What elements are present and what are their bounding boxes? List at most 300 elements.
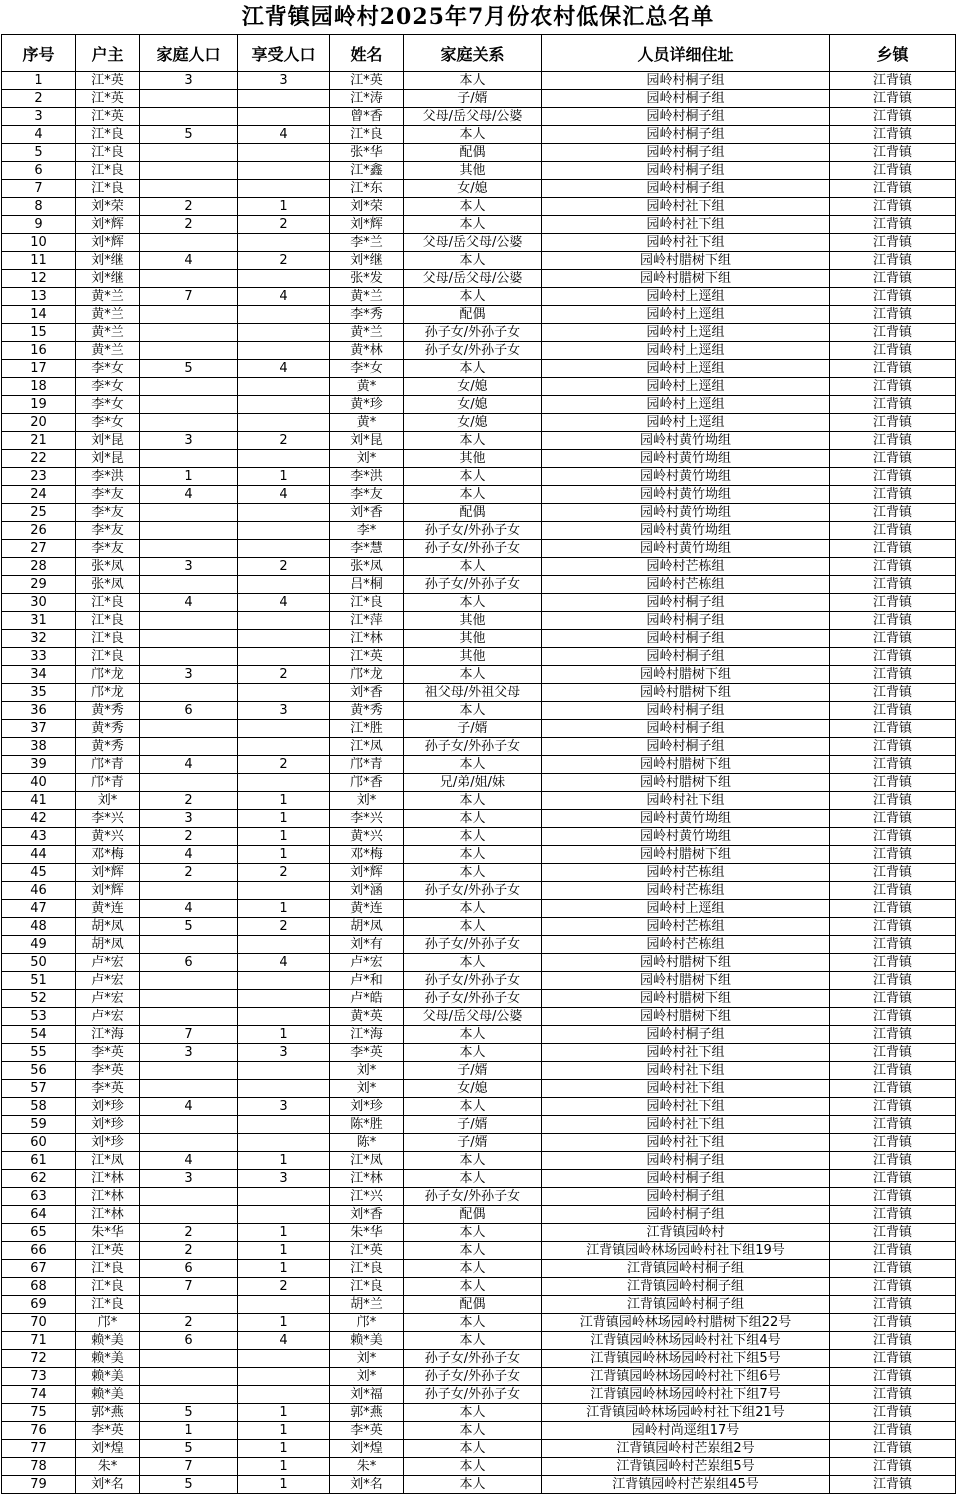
cell-family-size — [140, 882, 238, 900]
cell-index: 45 — [2, 864, 76, 882]
cell-town: 江背镇 — [830, 1386, 956, 1404]
cell-index: 71 — [2, 1332, 76, 1350]
cell-family-size: 3 — [140, 666, 238, 684]
cell-family-size: 2 — [140, 828, 238, 846]
cell-index: 66 — [2, 1242, 76, 1260]
cell-household-head: 黄*兰 — [76, 306, 140, 324]
cell-relationship: 孙子女/外孙子女 — [404, 576, 542, 594]
cell-name: 曾*香 — [330, 108, 404, 126]
cell-relationship: 其他 — [404, 162, 542, 180]
cell-town: 江背镇 — [830, 1314, 956, 1332]
cell-town: 江背镇 — [830, 594, 956, 612]
cell-relationship: 本人 — [404, 486, 542, 504]
cell-name: 卢*和 — [330, 972, 404, 990]
cell-beneficiaries: 2 — [238, 864, 330, 882]
cell-index: 9 — [2, 216, 76, 234]
cell-address: 园岭村腊树下组 — [542, 756, 830, 774]
cell-household-head: 张*凤 — [76, 576, 140, 594]
cell-household-head: 江*林 — [76, 1170, 140, 1188]
cell-family-size — [140, 522, 238, 540]
cell-family-size — [140, 1368, 238, 1386]
cell-household-head: 刘*名 — [76, 1476, 140, 1494]
cell-index: 51 — [2, 972, 76, 990]
cell-address: 园岭村桐子组 — [542, 1188, 830, 1206]
cell-address: 园岭村社下组 — [542, 1062, 830, 1080]
cell-index: 20 — [2, 414, 76, 432]
cell-family-size — [140, 450, 238, 468]
cell-household-head: 黄*兴 — [76, 828, 140, 846]
cell-address: 园岭村社下组 — [542, 1134, 830, 1152]
cell-address: 园岭村上逕组 — [542, 360, 830, 378]
cell-address: 园岭村桐子组 — [542, 1152, 830, 1170]
cell-town: 江背镇 — [830, 1476, 956, 1494]
cell-relationship: 配偶 — [404, 144, 542, 162]
cell-household-head: 李*英 — [76, 1422, 140, 1440]
cell-beneficiaries — [238, 612, 330, 630]
cell-beneficiaries: 2 — [238, 1278, 330, 1296]
table-row — [2, 1044, 956, 1062]
cell-relationship: 本人 — [404, 792, 542, 810]
cell-address: 园岭村腊树下组 — [542, 954, 830, 972]
cell-name: 胡*兰 — [330, 1296, 404, 1314]
cell-town: 江背镇 — [830, 378, 956, 396]
cell-beneficiaries — [238, 234, 330, 252]
cell-beneficiaries — [238, 414, 330, 432]
cell-address: 江背镇园岭村桐子组 — [542, 1296, 830, 1314]
cell-relationship: 父母/岳父母/公婆 — [404, 234, 542, 252]
cell-relationship: 本人 — [404, 1260, 542, 1278]
cell-relationship: 本人 — [404, 1458, 542, 1476]
cell-index: 61 — [2, 1152, 76, 1170]
cell-household-head: 卢*宏 — [76, 990, 140, 1008]
cell-family-size — [140, 180, 238, 198]
cell-address: 园岭村黄竹坳组 — [542, 450, 830, 468]
cell-family-size — [140, 234, 238, 252]
cell-name: 张*凤 — [330, 558, 404, 576]
cell-family-size: 5 — [140, 918, 238, 936]
cell-family-size: 4 — [140, 1098, 238, 1116]
cell-family-size: 7 — [140, 288, 238, 306]
cell-name: 吕*桐 — [330, 576, 404, 594]
cell-household-head: 刘*继 — [76, 270, 140, 288]
cell-beneficiaries: 1 — [238, 198, 330, 216]
table-row — [2, 342, 956, 360]
cell-beneficiaries — [238, 720, 330, 738]
cell-household-head: 朱* — [76, 1458, 140, 1476]
cell-address: 园岭村上逕组 — [542, 414, 830, 432]
cell-family-size — [140, 324, 238, 342]
cell-index: 72 — [2, 1350, 76, 1368]
cell-address: 园岭村社下组 — [542, 1044, 830, 1062]
cell-index: 33 — [2, 648, 76, 666]
cell-town: 江背镇 — [830, 1224, 956, 1242]
cell-name: 邝*青 — [330, 756, 404, 774]
cell-name: 刘*辉 — [330, 864, 404, 882]
cell-relationship: 其他 — [404, 450, 542, 468]
cell-town: 江背镇 — [830, 846, 956, 864]
cell-household-head: 赖*美 — [76, 1386, 140, 1404]
cell-name: 江*东 — [330, 180, 404, 198]
cell-household-head: 黄*连 — [76, 900, 140, 918]
cell-address: 园岭村桐子组 — [542, 594, 830, 612]
table-row — [2, 1368, 956, 1386]
table-row — [2, 1098, 956, 1116]
cell-relationship: 本人 — [404, 1440, 542, 1458]
table-row — [2, 972, 956, 990]
cell-index: 78 — [2, 1458, 76, 1476]
cell-index: 18 — [2, 378, 76, 396]
cell-name: 刘* — [330, 1062, 404, 1080]
cell-beneficiaries — [238, 774, 330, 792]
cell-beneficiaries — [238, 144, 330, 162]
cell-name: 江*良 — [330, 1278, 404, 1296]
cell-household-head: 黄*兰 — [76, 288, 140, 306]
cell-beneficiaries — [238, 1062, 330, 1080]
cell-address: 园岭村腊树下组 — [542, 774, 830, 792]
table-row — [2, 324, 956, 342]
cell-family-size: 2 — [140, 1314, 238, 1332]
cell-relationship: 本人 — [404, 864, 542, 882]
table-row — [2, 612, 956, 630]
cell-address: 园岭村桐子组 — [542, 612, 830, 630]
cell-name: 邝*香 — [330, 774, 404, 792]
cell-household-head: 江*良 — [76, 1278, 140, 1296]
cell-relationship: 本人 — [404, 216, 542, 234]
table-row — [2, 990, 956, 1008]
cell-family-size: 4 — [140, 594, 238, 612]
table-row — [2, 270, 956, 288]
cell-index: 74 — [2, 1386, 76, 1404]
cell-name: 刘*福 — [330, 1386, 404, 1404]
cell-name: 江*良 — [330, 1260, 404, 1278]
cell-name: 江*良 — [330, 126, 404, 144]
table-row — [2, 1476, 956, 1494]
cell-household-head: 李*女 — [76, 414, 140, 432]
cell-household-head: 刘*辉 — [76, 864, 140, 882]
table-row — [2, 1062, 956, 1080]
cell-family-size: 2 — [140, 198, 238, 216]
cell-household-head: 刘*辉 — [76, 216, 140, 234]
table-row — [2, 846, 956, 864]
cell-household-head: 黄*秀 — [76, 702, 140, 720]
cell-address: 江背镇园岭村桐子组 — [542, 1260, 830, 1278]
table-row — [2, 666, 956, 684]
cell-name: 江*英 — [330, 72, 404, 90]
cell-index: 17 — [2, 360, 76, 378]
cell-index: 41 — [2, 792, 76, 810]
table-row — [2, 882, 956, 900]
cell-town: 江背镇 — [830, 558, 956, 576]
cell-index: 16 — [2, 342, 76, 360]
cell-town: 江背镇 — [830, 576, 956, 594]
cell-family-size: 2 — [140, 792, 238, 810]
table-row — [2, 684, 956, 702]
cell-index: 26 — [2, 522, 76, 540]
cell-household-head: 邝*龙 — [76, 666, 140, 684]
cell-household-head: 刘*辉 — [76, 882, 140, 900]
header-beneficiaries: 享受人口 — [238, 35, 330, 72]
header-address: 人员详细住址 — [542, 35, 830, 72]
table-row — [2, 648, 956, 666]
cell-address: 园岭村上逕组 — [542, 342, 830, 360]
cell-relationship: 本人 — [404, 468, 542, 486]
cell-town: 江背镇 — [830, 1206, 956, 1224]
cell-name: 李*秀 — [330, 306, 404, 324]
cell-relationship: 孙子女/外孙子女 — [404, 1350, 542, 1368]
cell-beneficiaries — [238, 1116, 330, 1134]
cell-town: 江背镇 — [830, 666, 956, 684]
cell-town: 江背镇 — [830, 450, 956, 468]
cell-town: 江背镇 — [830, 342, 956, 360]
cell-beneficiaries: 1 — [238, 1458, 330, 1476]
cell-family-size: 3 — [140, 558, 238, 576]
cell-household-head: 刘*辉 — [76, 234, 140, 252]
cell-index: 64 — [2, 1206, 76, 1224]
cell-relationship: 本人 — [404, 1314, 542, 1332]
cell-relationship: 其他 — [404, 648, 542, 666]
cell-address: 园岭村芒栋组 — [542, 882, 830, 900]
table-row — [2, 504, 956, 522]
cell-household-head: 江*良 — [76, 630, 140, 648]
cell-town: 江背镇 — [830, 540, 956, 558]
table-row — [2, 864, 956, 882]
cell-household-head: 江*良 — [76, 612, 140, 630]
table-row — [2, 1134, 956, 1152]
cell-index: 13 — [2, 288, 76, 306]
table-row — [2, 792, 956, 810]
cell-address: 园岭村桐子组 — [542, 1026, 830, 1044]
cell-name: 刘*有 — [330, 936, 404, 954]
cell-beneficiaries: 1 — [238, 900, 330, 918]
cell-name: 李*英 — [330, 1422, 404, 1440]
cell-name: 刘*香 — [330, 684, 404, 702]
table-row — [2, 162, 956, 180]
header-index: 序号 — [2, 35, 76, 72]
cell-beneficiaries — [238, 90, 330, 108]
cell-family-size — [140, 612, 238, 630]
cell-address: 园岭村腊树下组 — [542, 684, 830, 702]
cell-town: 江背镇 — [830, 972, 956, 990]
cell-household-head: 李*洪 — [76, 468, 140, 486]
cell-address: 江背镇园岭林场园岭村社下组7号 — [542, 1386, 830, 1404]
cell-family-size: 4 — [140, 486, 238, 504]
cell-name: 黄*兰 — [330, 288, 404, 306]
cell-household-head: 刘* — [76, 792, 140, 810]
cell-household-head: 朱*华 — [76, 1224, 140, 1242]
cell-relationship: 配偶 — [404, 1296, 542, 1314]
cell-address: 园岭村腊树下组 — [542, 270, 830, 288]
cell-address: 园岭村桐子组 — [542, 144, 830, 162]
cell-town: 江背镇 — [830, 1080, 956, 1098]
cell-name: 刘*珍 — [330, 1098, 404, 1116]
cell-town: 江背镇 — [830, 360, 956, 378]
cell-household-head: 胡*凤 — [76, 936, 140, 954]
cell-name: 邓*梅 — [330, 846, 404, 864]
cell-name: 刘* — [330, 450, 404, 468]
cell-household-head: 卢*宏 — [76, 1008, 140, 1026]
cell-address: 园岭村黄竹坳组 — [542, 540, 830, 558]
cell-address: 江背镇园岭村芒岽组2号 — [542, 1440, 830, 1458]
cell-relationship: 孙子女/外孙子女 — [404, 936, 542, 954]
cell-household-head: 李*友 — [76, 486, 140, 504]
cell-address: 江背镇园岭村芒岽组45号 — [542, 1476, 830, 1494]
cell-family-size — [140, 774, 238, 792]
cell-town: 江背镇 — [830, 648, 956, 666]
cell-relationship: 本人 — [404, 954, 542, 972]
cell-name: 邝*龙 — [330, 666, 404, 684]
cell-relationship: 配偶 — [404, 1206, 542, 1224]
cell-relationship: 兄/弟/姐/妹 — [404, 774, 542, 792]
cell-address: 园岭村上逕组 — [542, 378, 830, 396]
cell-relationship: 本人 — [404, 1332, 542, 1350]
cell-beneficiaries: 1 — [238, 1224, 330, 1242]
cell-beneficiaries: 2 — [238, 432, 330, 450]
cell-beneficiaries: 4 — [238, 486, 330, 504]
cell-family-size — [140, 648, 238, 666]
cell-beneficiaries: 3 — [238, 1098, 330, 1116]
cell-relationship: 女/媳 — [404, 378, 542, 396]
cell-town: 江背镇 — [830, 1368, 956, 1386]
cell-name: 黄*林 — [330, 342, 404, 360]
cell-family-size: 5 — [140, 1440, 238, 1458]
cell-beneficiaries — [238, 990, 330, 1008]
table-row — [2, 1278, 956, 1296]
cell-name: 江*胜 — [330, 720, 404, 738]
cell-relationship: 孙子女/外孙子女 — [404, 1386, 542, 1404]
page-title: 江背镇园岭村2025年7月份农村低保汇总名单 — [241, 4, 715, 30]
cell-index: 2 — [2, 90, 76, 108]
cell-relationship: 子/婿 — [404, 90, 542, 108]
cell-relationship: 女/媳 — [404, 396, 542, 414]
table-row — [2, 1188, 956, 1206]
table-row — [2, 234, 956, 252]
cell-household-head: 胡*凤 — [76, 918, 140, 936]
cell-index: 59 — [2, 1116, 76, 1134]
cell-beneficiaries: 1 — [238, 1404, 330, 1422]
cell-town: 江背镇 — [830, 1332, 956, 1350]
table-row — [2, 900, 956, 918]
cell-family-size — [140, 396, 238, 414]
cell-relationship: 本人 — [404, 594, 542, 612]
cell-family-size: 2 — [140, 1242, 238, 1260]
cell-relationship: 孙子女/外孙子女 — [404, 522, 542, 540]
cell-address: 园岭村社下组 — [542, 1116, 830, 1134]
cell-family-size: 2 — [140, 216, 238, 234]
table-row — [2, 1206, 956, 1224]
cell-relationship: 本人 — [404, 1278, 542, 1296]
cell-index: 75 — [2, 1404, 76, 1422]
cell-family-size — [140, 1008, 238, 1026]
cell-family-size: 6 — [140, 954, 238, 972]
cell-address: 园岭村黄竹坳组 — [542, 522, 830, 540]
cell-household-head: 李*友 — [76, 522, 140, 540]
cell-index: 23 — [2, 468, 76, 486]
cell-index: 54 — [2, 1026, 76, 1044]
cell-address: 园岭村腊树下组 — [542, 846, 830, 864]
cell-index: 73 — [2, 1368, 76, 1386]
cell-family-size: 2 — [140, 1224, 238, 1242]
cell-town: 江背镇 — [830, 162, 956, 180]
cell-household-head: 邝*青 — [76, 756, 140, 774]
cell-household-head: 赖*美 — [76, 1350, 140, 1368]
cell-name: 江*凤 — [330, 1152, 404, 1170]
cell-address: 园岭村上逕组 — [542, 306, 830, 324]
cell-address: 园岭村社下组 — [542, 1080, 830, 1098]
cell-relationship: 本人 — [404, 1476, 542, 1494]
cell-index: 67 — [2, 1260, 76, 1278]
cell-town: 江背镇 — [830, 828, 956, 846]
cell-index: 48 — [2, 918, 76, 936]
cell-relationship: 本人 — [404, 1422, 542, 1440]
cell-household-head: 李*女 — [76, 378, 140, 396]
cell-address: 园岭村上逕组 — [542, 396, 830, 414]
table-row — [2, 522, 956, 540]
cell-name: 胡*凤 — [330, 918, 404, 936]
cell-household-head: 江*英 — [76, 90, 140, 108]
cell-family-size — [140, 684, 238, 702]
cell-name: 刘*香 — [330, 1206, 404, 1224]
table-row — [2, 1332, 956, 1350]
cell-relationship: 本人 — [404, 1224, 542, 1242]
table-row — [2, 828, 956, 846]
cell-family-size — [140, 1386, 238, 1404]
cell-name: 刘*涵 — [330, 882, 404, 900]
cell-index: 63 — [2, 1188, 76, 1206]
cell-beneficiaries: 1 — [238, 1440, 330, 1458]
cell-family-size: 6 — [140, 702, 238, 720]
cell-address: 园岭村黄竹坳组 — [542, 486, 830, 504]
cell-family-size: 6 — [140, 1260, 238, 1278]
table-row — [2, 1422, 956, 1440]
cell-beneficiaries: 2 — [238, 756, 330, 774]
table-row — [2, 72, 956, 90]
table-row — [2, 756, 956, 774]
cell-household-head: 江*英 — [76, 72, 140, 90]
cell-name: 江*林 — [330, 1170, 404, 1188]
cell-beneficiaries — [238, 1008, 330, 1026]
cell-name: 黄*连 — [330, 900, 404, 918]
cell-name: 刘* — [330, 1080, 404, 1098]
cell-beneficiaries — [238, 936, 330, 954]
cell-address: 江背镇园岭林场园岭村腊树下组22号 — [542, 1314, 830, 1332]
cell-relationship: 本人 — [404, 666, 542, 684]
cell-town: 江背镇 — [830, 324, 956, 342]
cell-town: 江背镇 — [830, 306, 956, 324]
table-row — [2, 486, 956, 504]
cell-relationship: 孙子女/外孙子女 — [404, 342, 542, 360]
cell-relationship: 本人 — [404, 288, 542, 306]
table-row — [2, 306, 956, 324]
cell-index: 50 — [2, 954, 76, 972]
cell-household-head: 李*友 — [76, 540, 140, 558]
cell-town: 江背镇 — [830, 1170, 956, 1188]
cell-family-size — [140, 378, 238, 396]
cell-relationship: 孙子女/外孙子女 — [404, 990, 542, 1008]
cell-beneficiaries — [238, 270, 330, 288]
cell-index: 69 — [2, 1296, 76, 1314]
cell-household-head: 李*英 — [76, 1062, 140, 1080]
cell-address: 园岭村腊树下组 — [542, 990, 830, 1008]
cell-family-size: 4 — [140, 252, 238, 270]
cell-town: 江背镇 — [830, 1458, 956, 1476]
cell-relationship: 女/媳 — [404, 180, 542, 198]
cell-beneficiaries — [238, 882, 330, 900]
cell-family-size — [140, 342, 238, 360]
cell-household-head: 江*良 — [76, 162, 140, 180]
cell-household-head: 江*良 — [76, 1260, 140, 1278]
cell-index: 14 — [2, 306, 76, 324]
cell-household-head: 刘*珍 — [76, 1116, 140, 1134]
